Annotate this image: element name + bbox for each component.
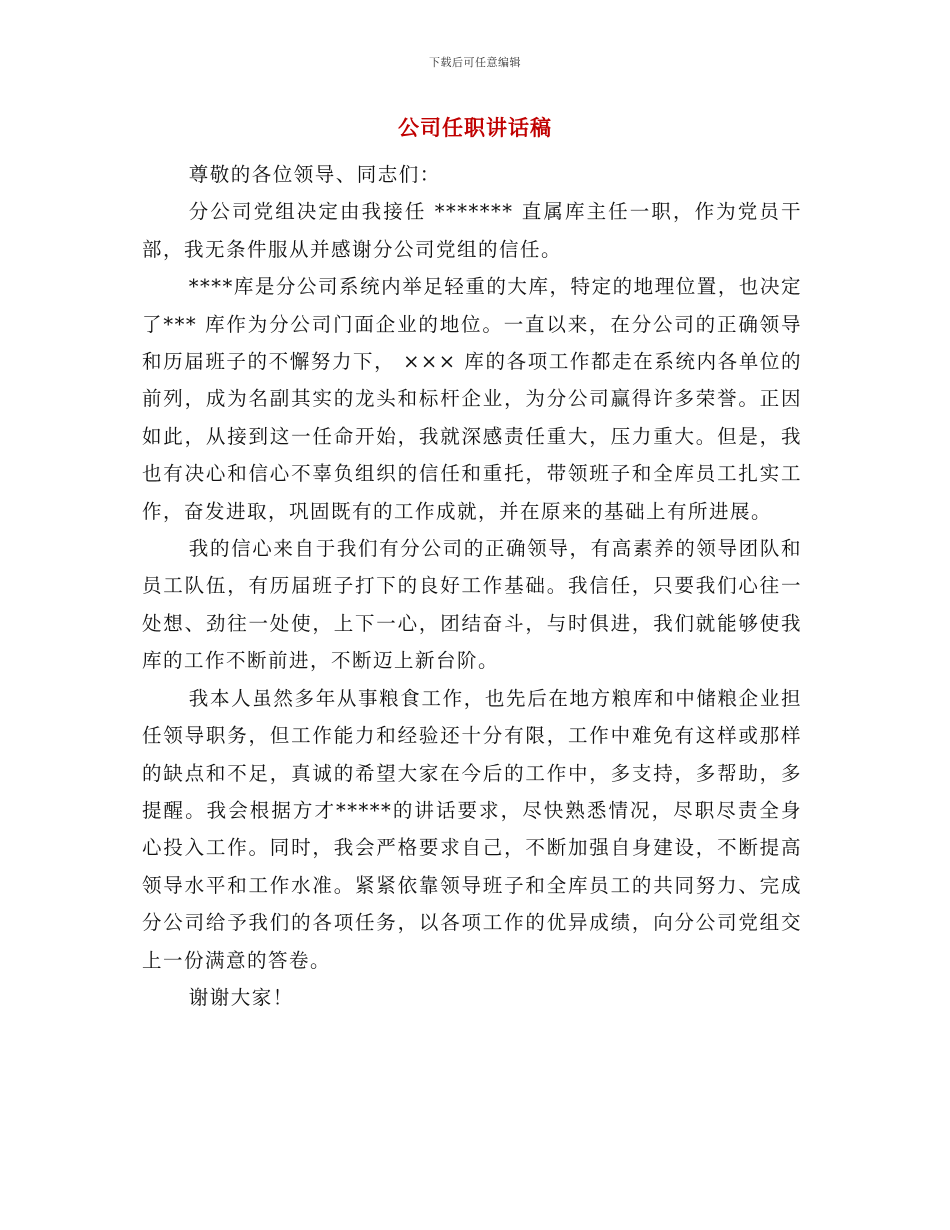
paragraph: 我的信心来自于我们有分公司的正确领导，有高素养的领导团队和员工队伍，有历届班子打下的良好工作基础。我信任，只要我们心往一处想、劲往一处使，上下一心，团结奋斗，与时俱进，我们就能够使我库的工作不断前进，不断迈上新台阶。 (142, 537, 802, 673)
paragraph: ****库是分公司系统内举足轻重的大库，特定的地理位置，也决定了*** 库作为分公司门面企业的地位。一直以来，在分公司的正确领导和历届班子的不懈努力下， ××× 库的各项工作都走在系统内各单位的前列，成为名副其实的龙头和标杆企业，为分公司赢得许多荣誉。正因如此，从接到这一任命开始，我就深感责任重大，压力重大。但是，我也有决心和信心不辜负组织的信任和重托，带领班子和全库员工扎实工作，奋发进取，巩固既有的工作成就，并在原来的基础上有所进展。 (142, 275, 802, 523)
document-title: 公司任职讲话稿 (398, 115, 552, 140)
document-body (142, 156, 802, 1016)
header-note: 下载后可任意编辑 (429, 56, 521, 69)
paragraph-closing: 谢谢大家！ (188, 985, 294, 1009)
paragraph-salutation: 尊敬的各位领导、同志们： (188, 163, 441, 186)
paragraph: 我本人虽然多年从事粮食工作，也先后在地方粮库和中储粮企业担任领导职务，但工作能力和经验还十分有限，工作中难免有这样或那样的缺点和不足，真诚的希望大家在今后的工作中，多支持，多帮助，多提醒。我会根据方才*****的讲话要求，尽快熟悉情况，尽职尽责全身心投入工作。同时，我会严格要求自己，不断加强自身建设，不断提高领导水平和工作水准。紧紧依靠领导班子和全库员工的共同努力、完成分公司给予我们的各项任务，以各项工作的优异成绩，向分公司党组交上一份满意的答卷。 (142, 686, 802, 972)
paragraph: 分公司党组决定由我接任 ******* 直属库主任一职，作为党员干部，我无条件服从并感谢分公司党组的信任。 (142, 200, 802, 261)
